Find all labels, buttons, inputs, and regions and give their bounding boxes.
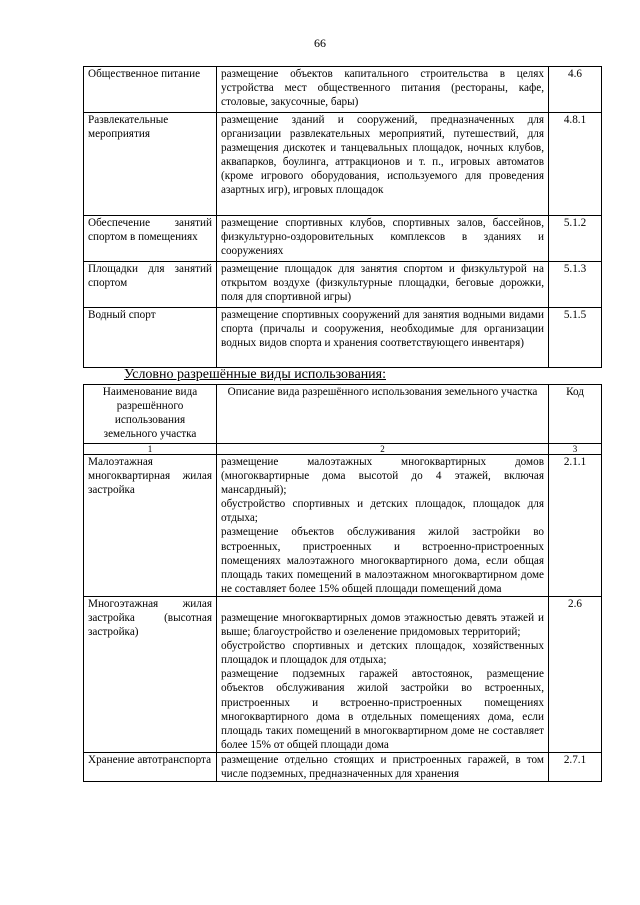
section-title: Условно разрешённые виды использования: xyxy=(124,367,387,382)
use-description: размещение зданий и сооружений, предназначенных для организации развлекательных мероприятий, путешествий, для размещения дискотек и танцевальных площадок, ночных клубов, аквапарков, боулинга, аттракционов и т. п., игровых автоматов (кроме игрового оборудования, используемого для проведения азартных игр), игровых площадок xyxy=(217,113,549,216)
use-description xyxy=(217,596,549,752)
description-paragraph: размещение отдельно стоящих и пристроенных гаражей, в том числе подземных, предназначенных для хранения xyxy=(221,753,544,780)
table-row xyxy=(84,216,602,262)
column-number-row xyxy=(84,444,602,455)
table-row xyxy=(84,262,602,308)
use-description: размещение спортивных сооружений для занятия водными видами спорта (причалы и сооружения, необходимые для организации водных видов спорта и хранения соответствующего инвентаря) xyxy=(217,308,549,368)
use-name: Водный спорт xyxy=(84,308,217,368)
description-paragraph: размещение объектов обслуживания жилой застройки во встроенных, пристроенных и встроенно-пристроенных помещениях малоэтажного многоквартирного дома, если общая площадь таких помещений в малоэтажном многоквартирном доме не составляет более 15% общей площади помещений дома xyxy=(221,526,544,595)
table-header-row xyxy=(84,385,602,444)
use-description: размещение спортивных клубов, спортивных залов, бассейнов, физкультурно-оздоровительных комплексов в зданиях и сооружениях xyxy=(217,216,549,262)
use-name: Обеспечение занятий спортом в помещениях xyxy=(84,216,217,262)
use-code: 2.7.1 xyxy=(549,752,602,781)
table-row xyxy=(84,113,602,216)
column-number: 2 xyxy=(217,444,549,455)
table-row xyxy=(84,455,602,597)
use-code: 4.8.1 xyxy=(549,113,602,216)
permitted-uses-table xyxy=(83,66,602,368)
column-number: 3 xyxy=(549,444,602,455)
use-name: Многоэтажная жилая застройка (высотная застройка) xyxy=(84,596,217,752)
column-number: 1 xyxy=(84,444,217,455)
table-row xyxy=(84,67,602,113)
column-header: Наименование вида разрешённого использования земельного участка xyxy=(84,385,217,444)
page-number: 66 xyxy=(314,36,326,50)
description-paragraph: размещение многоквартирных домов этажностью девять этажей и выше; благоустройство и озеленение придомовых территорий; xyxy=(221,611,544,639)
use-code: 4.6 xyxy=(549,67,602,113)
use-code: 5.1.3 xyxy=(549,262,602,308)
description-paragraph: обустройство спортивных и детских площадок, площадок для отдыха; xyxy=(221,498,544,525)
use-name: Хранение автотранспорта xyxy=(84,752,217,781)
use-code: 5.1.5 xyxy=(549,308,602,368)
use-description: размещение объектов капитального строительства в целях устройства мест общественного питания (рестораны, кафе, столовые, закусочные, бары) xyxy=(217,67,549,113)
description-paragraph: обустройство спортивных и детских площадок, хозяйственных площадок и площадок для отдыха; xyxy=(221,640,544,667)
column-header: Описание вида разрешённого использования земельного участка xyxy=(217,385,549,444)
description-spacer xyxy=(221,597,544,611)
table-row xyxy=(84,308,602,368)
use-code: 2.6 xyxy=(549,596,602,752)
use-description: размещение площадок для занятия спортом и физкультурой на открытом воздухе (физкультурные площадки, беговые дорожки, поля для спортивной игры) xyxy=(217,262,549,308)
use-code: 2.1.1 xyxy=(549,455,602,597)
use-name: Развлекательные мероприятия xyxy=(84,113,217,216)
description-paragraph: размещение подземных гаражей автостоянок, размещение объектов обслуживания жилой застройки во встроенных, пристроенных и встроенно-пристроенных помещениях многоквартирного дома в отдельных помещениях дома, если площадь таких помещений в многоквартирном доме не составляет более 15% от общей площади дома xyxy=(221,668,544,751)
use-code: 5.1.2 xyxy=(549,216,602,262)
table-row xyxy=(84,752,602,781)
use-description xyxy=(217,455,549,597)
use-name: Общественное питание xyxy=(84,67,217,113)
column-header: Код xyxy=(549,385,602,444)
use-description xyxy=(217,752,549,781)
use-name: Малоэтажная многоквартирная жилая застройка xyxy=(84,455,217,597)
description-paragraph: размещение малоэтажных многоквартирных домов (многоквартирные дома высотой до 4 этажей, включая мансардный); xyxy=(221,456,544,497)
conditional-uses-table xyxy=(83,384,602,782)
table-row xyxy=(84,596,602,752)
use-name: Площадки для занятий спортом xyxy=(84,262,217,308)
